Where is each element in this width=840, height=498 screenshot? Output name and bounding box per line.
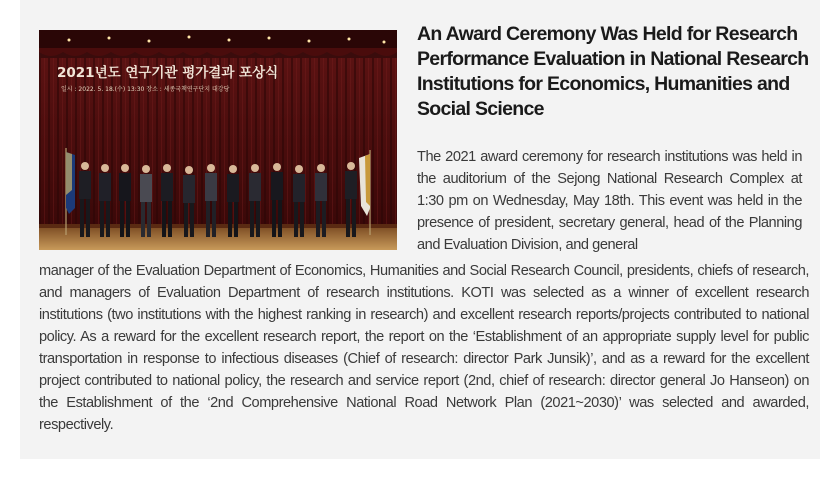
- banner-title: 2021년도 연구기관 평가결과 포상식: [57, 65, 279, 81]
- banner-subtitle: 일시 : 2022. 5. 18.(수) 13:30 장소 : 세종국책연구단지 대강당: [61, 86, 230, 93]
- article-body-top: The 2021 award ceremony for research institutions was held in the auditorium of the Sejong National Research Complex at 1:30 pm on Wednesday, May 18th. This event was held in the presence of president, secretary general, head of the Planning and Evaluation Division, and general: [417, 149, 802, 253]
- article-card: [20, 0, 820, 459]
- ceremony-photo: [39, 30, 397, 250]
- article-body-bottom: manager of the Evaluation Department of Economics, Humanities and Social Research Council, presidents, chiefs of research, and managers of Evaluation Department of research institutions. KOTI was selected as a winner of excellent research institutions (two institutions with the highest ranking in research) and excellent research reports/projects contributed to national policy. As a reward for the excellent research report, the report on the ‘Establishment of an appropriate supply level for public transportation in response to infectious diseases (Chief of research: director Park Junsik)’, and as a reward for the excellent project contributed to national policy, the research and service report (2nd, chief of research: director general Jo Hanseon) on the Establishment of the ‘2nd Comprehensive National Road Network Plan (2021~2030)’ was selected and awarded, respectively.: [39, 263, 809, 433]
- article-title: An Award Ceremony Was Held for Research Performance Evaluation in National Research Institutions for Economics, Humanities and Social Science: [417, 23, 809, 120]
